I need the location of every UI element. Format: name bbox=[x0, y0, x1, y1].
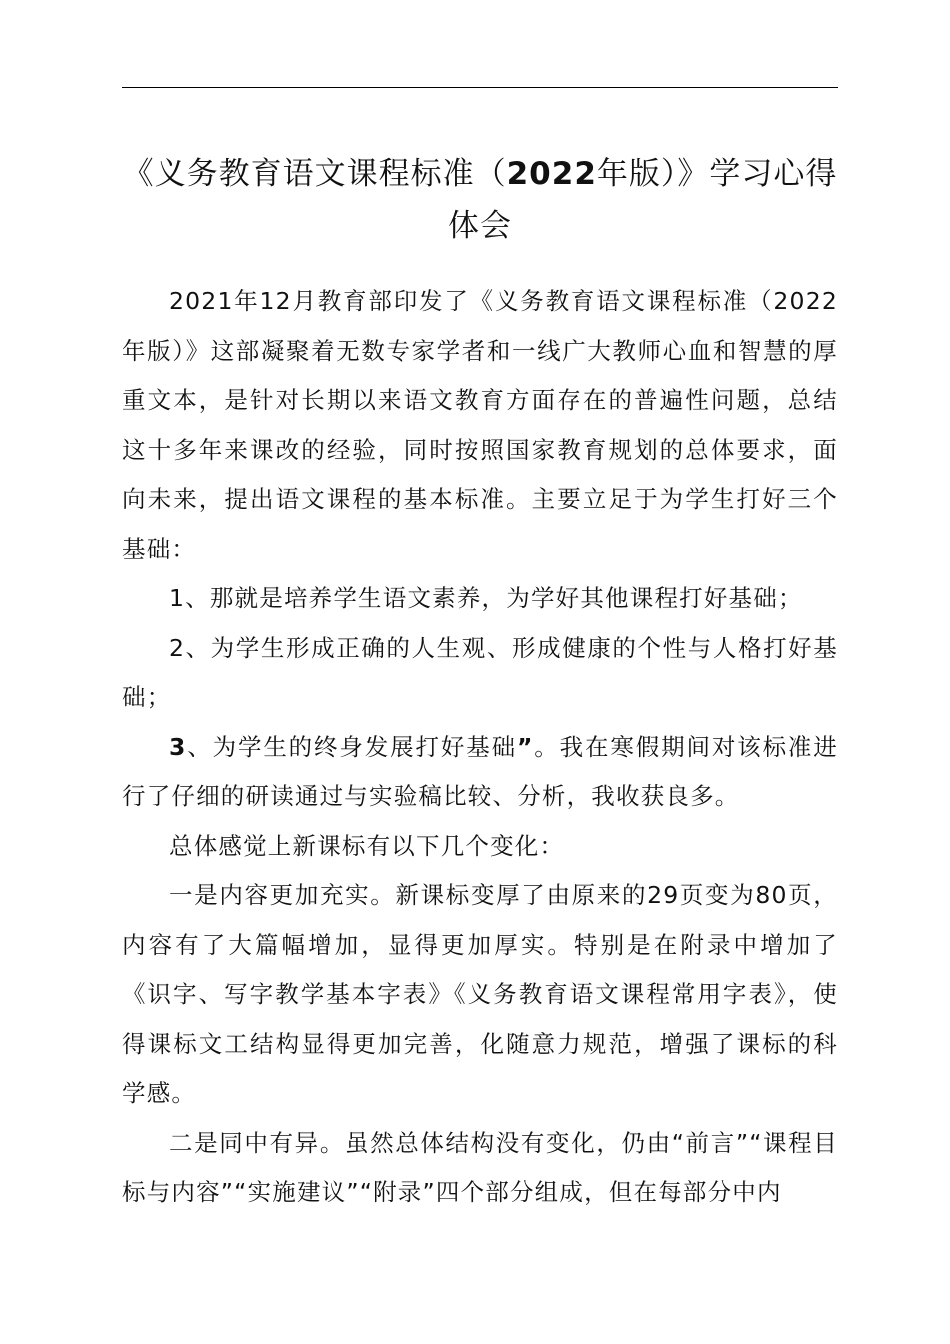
item-3-rest: 。我在寒假期间对该标准进行了仔细的研读通过与实验稿比较、分析，我收获良多。 bbox=[122, 732, 838, 810]
title-year: 2022 bbox=[506, 156, 597, 192]
paragraph-summary: 总体感觉上新课标有以下几个变化： bbox=[169, 831, 565, 860]
document-title bbox=[122, 148, 838, 252]
header-rule bbox=[122, 87, 838, 88]
paragraph-intro: 2021年12月教育部印发了《义务教育语文课程标准（2022年版）》这部凝聚着无数专家学者和一线广大教师心血和智慧的厚重文本，是针对长期以来语文教育方面存在的普遍性问题，总结这十多年来课改的经验，同时按照国家教育规划的总体要求，面向未来，提出语文课程的基本标准。主要立足于为学生打好三个基础： bbox=[122, 287, 838, 563]
item-3-number: 3 bbox=[169, 732, 187, 761]
paragraph-item-1: 1、那就是培养学生语文素养，为学好其他课程打好基础； bbox=[169, 584, 803, 612]
title-part-2: 年版）》学习心得体会 bbox=[448, 156, 838, 244]
item-3-quote: ” bbox=[516, 732, 534, 761]
paragraph-change-1: 一是内容更加充实。新课标变厚了由原来的29页变为80页，内容有了大篇幅增加，显得更加厚实。特别是在附录中增加了《识字、写字教学基本字表》《义务教育语文课程常用字表》，使得课标文工结构显得更加完善，化随意力规范，增强了课标的科学感。 bbox=[122, 881, 838, 1107]
paragraph-item-3 bbox=[122, 723, 838, 822]
paragraph-change-2: 二是同中有异。虽然总体结构没有变化，仍由“前言”“课程目标与内容”“实施建议”“附录”四个部分组成，但在每部分中内 bbox=[122, 1128, 838, 1206]
title-part-1: 《义务教育语文课程标准（ bbox=[122, 156, 507, 192]
document-body bbox=[122, 277, 838, 1218]
item-3-text: 、为学生的终身发展打好基础 bbox=[186, 732, 517, 761]
paragraph-item-2: 2、为学生形成正确的人生观、形成健康的个性与人格打好基础； bbox=[122, 633, 838, 711]
